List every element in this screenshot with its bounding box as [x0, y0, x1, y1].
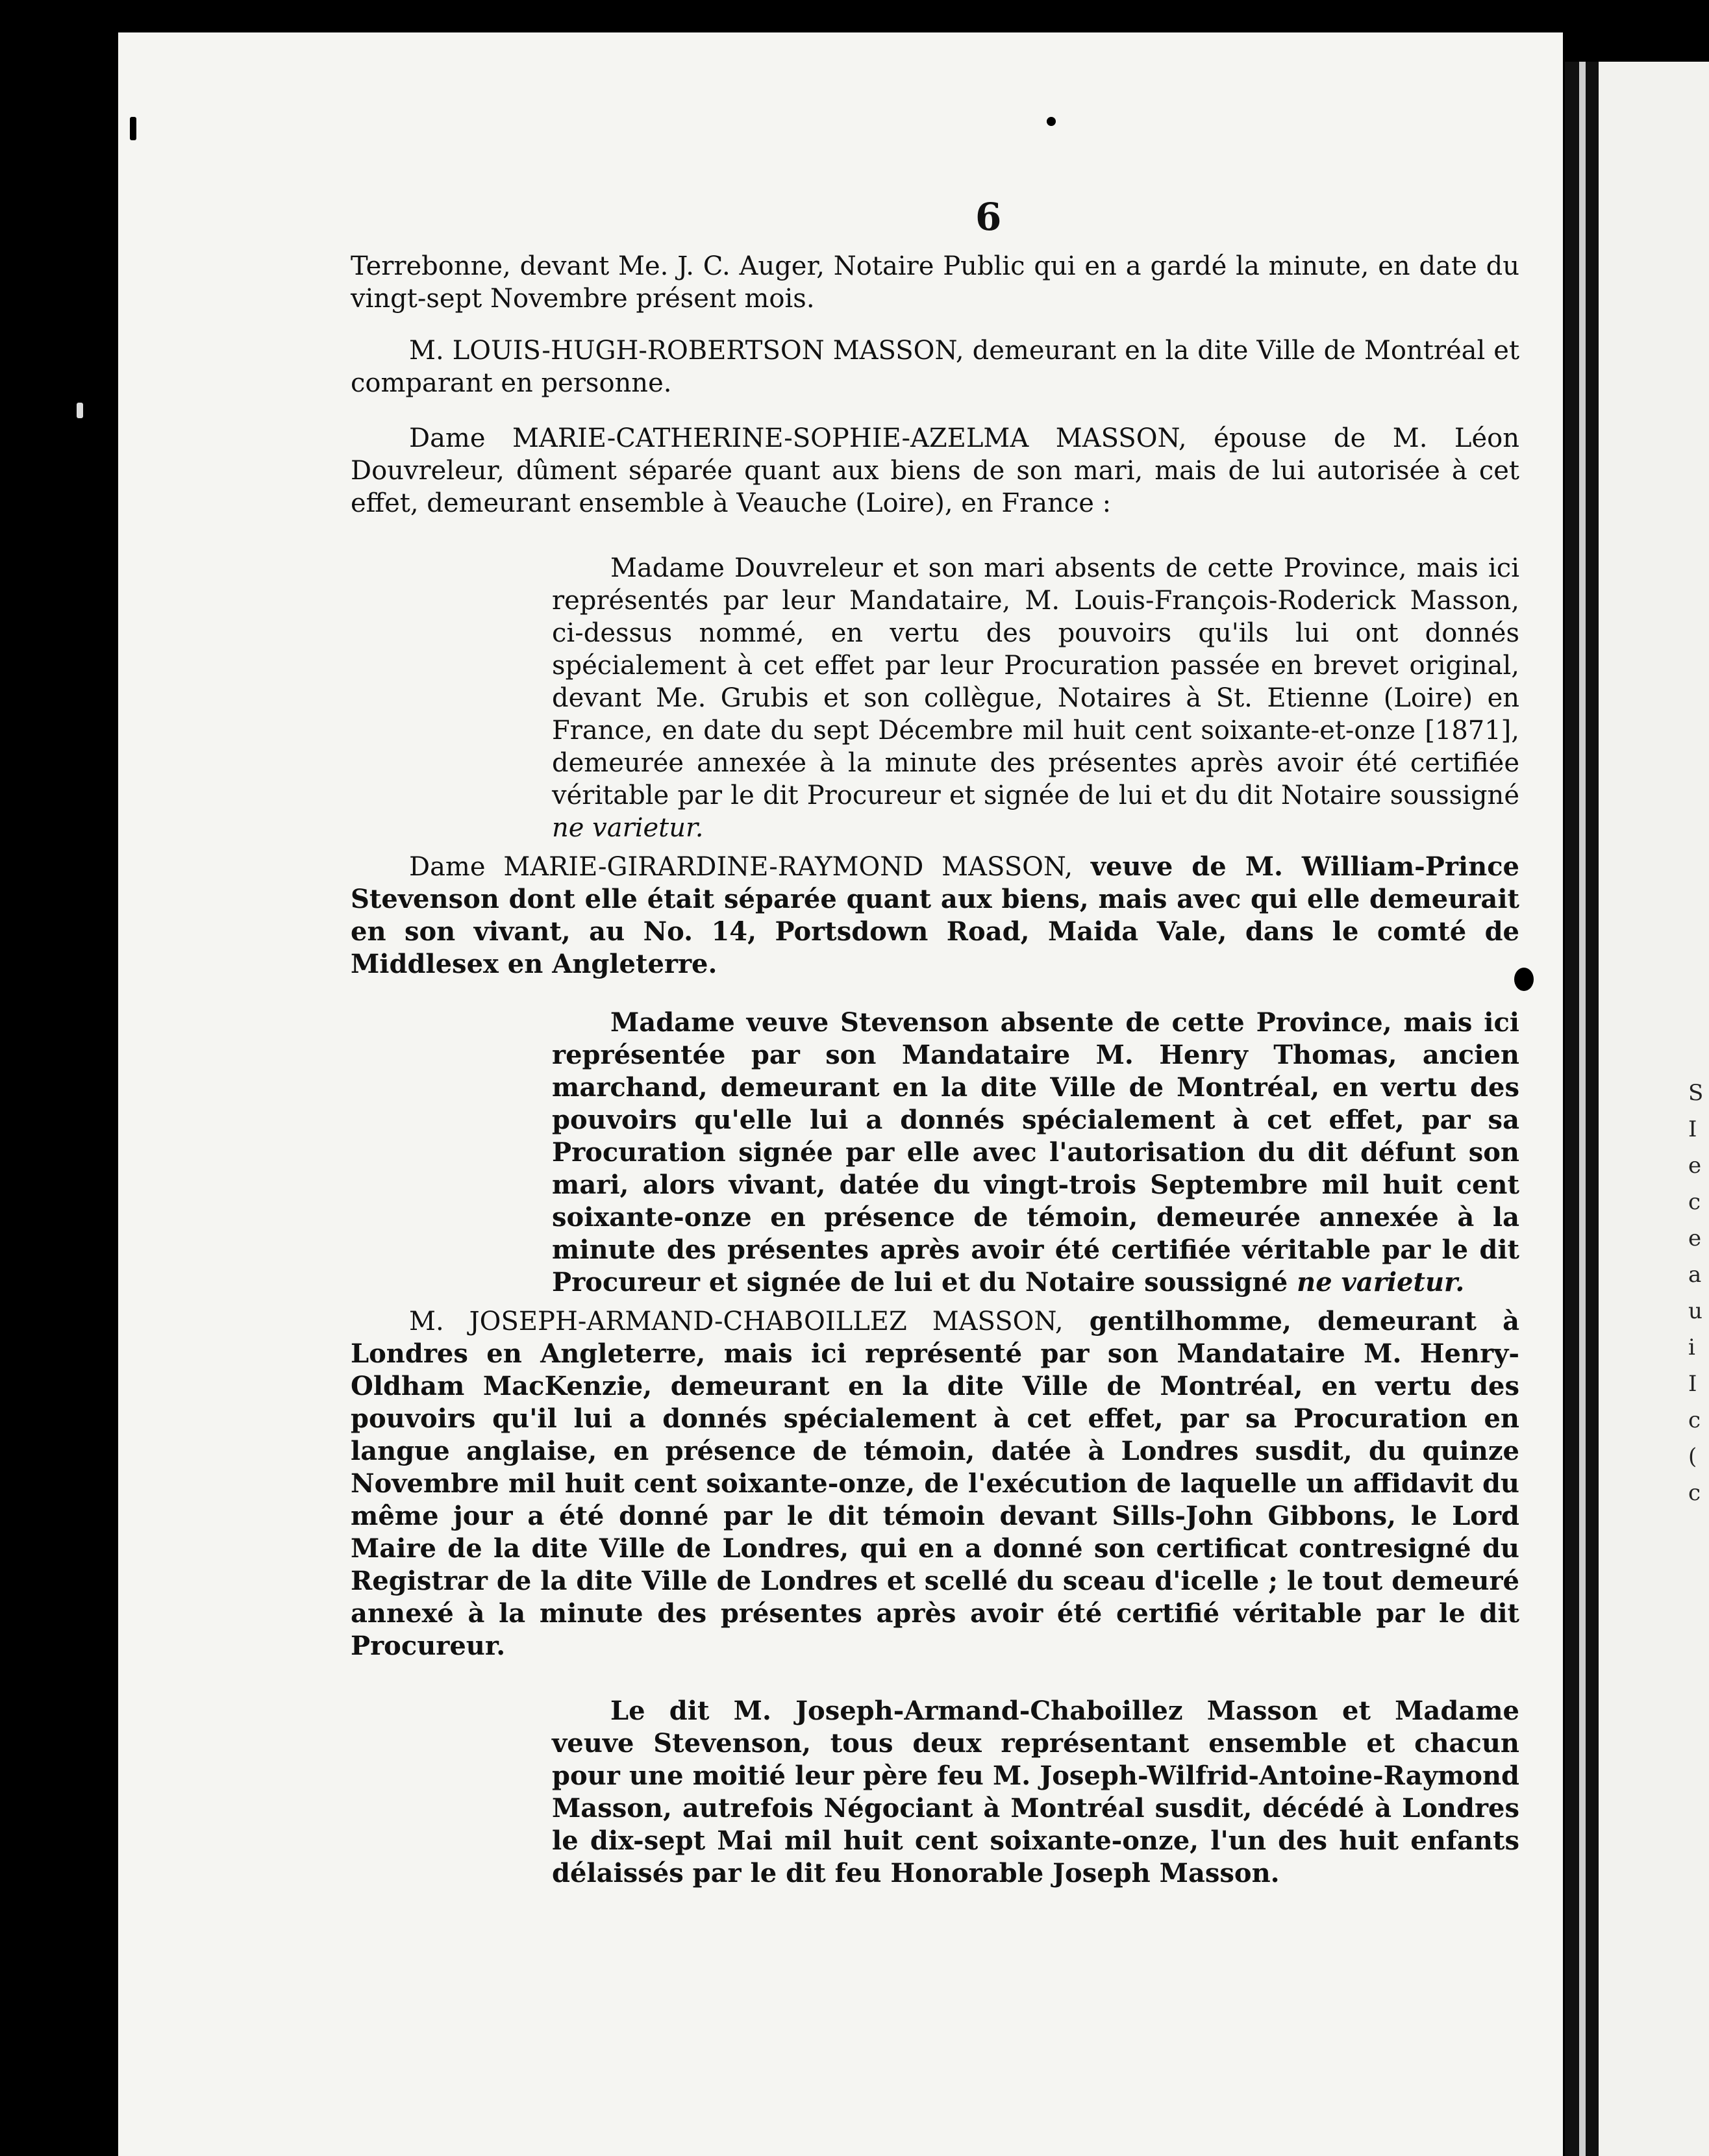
- ne-varietur: ne varietur.: [552, 813, 704, 843]
- paragraph-text: Le dit M. Joseph-Armand-Chaboillez Masson et Madame veuve Stevenson, tous deux représentant ensemble et chacun pour une moitié leur père feu M. Joseph-Wilfrid-Antoine-Raymond Masson, autrefois Négociant à Montréal susdit, décédé à Londres le dix-sept Mai mil huit cent soixante-onze, l'un des huit enfants délaissés par le dit feu Honorable Joseph Masson.: [552, 1696, 1519, 1888]
- party-name: MARIE-GIRARDINE-RAYMOND MASSON,: [503, 852, 1073, 882]
- paragraph-stevenson-representation: [552, 1007, 1519, 1299]
- paragraph-joseph-armand: [351, 1305, 1519, 1662]
- paragraph-text: demeurant en la dite Ville de Montréal et comparant en personne.: [351, 336, 1520, 398]
- party-name: M. LOUIS-HUGH-ROBERTSON MASSON,: [409, 336, 964, 366]
- ink-dot: [1514, 968, 1534, 991]
- margin-mark: [130, 117, 136, 140]
- paragraph-text: veuve de M. William-Prince Stevenson dont elle était séparée quant aux biens, mais avec qui elle demeurait en son vivant, au No. 14, Portsdown Road, Maida Vale, dans le comté de Middlesex en Angleterre.: [351, 851, 1520, 979]
- paragraph-text: épouse de M. Léon Douvreleur, dûment séparée quant aux biens de son mari, mais de lui autorisée à cet effet, demeurant ensemble à Veauche (Loire), en France :: [351, 423, 1520, 518]
- paragraph-heirs: [552, 1695, 1519, 1890]
- adjacent-page-text: S I e c e a u i I c ( c: [1688, 1080, 1704, 1506]
- paragraph-louis-hugh: [351, 334, 1519, 399]
- paragraph-marie-catherine: [351, 422, 1519, 520]
- page-fold: [1565, 62, 1599, 2156]
- ne-varietur: ne varietur.: [1297, 1267, 1465, 1297]
- paragraph-marie-girardine: [351, 851, 1519, 981]
- party-lead: Dame: [409, 852, 486, 882]
- document-page: [118, 32, 1563, 2156]
- party-name: M. JOSEPH-ARMAND-CHABOILLEZ MASSON,: [409, 1307, 1064, 1336]
- paragraph-text: gentilhomme, demeurant à Londres en Angleterre, mais ici représenté par son Mandataire M. Henry-Oldham MacKenzie, demeurant en la dite Ville de Montréal, en vertu des pouvoirs qu'il lui a donnés spécialement à cet effet, par sa Procuration en langue anglaise, en présence de témoin, datée à Londres susdit, du quinze Novembre mil huit cent soixante-onze, de l'exécution de laquelle un affidavit du même jour a été donné par le dit témoin devant Sills-John Gibbons, le Lord Maire de la dite Ville de Londres, qui en a donné son certificat contresigné du Registrar de la dite Ville de Londres et scellé du sceau d'icelle ; le tout demeuré annexé à la minute des présentes après avoir été certifié véritable par le dit Procureur.: [351, 1306, 1519, 1661]
- paragraph-text: Terrebonne, devant Me. J. C. Auger, Notaire Public qui en a gardé la minute, en date du vingt-sept Novembre présent mois.: [351, 251, 1519, 314]
- ink-dot: [1047, 117, 1056, 126]
- margin-mark: [77, 403, 83, 418]
- party-name: MARIE-CATHERINE-SOPHIE-AZELMA MASSON,: [512, 423, 1187, 453]
- paragraph-text: Madame veuve Stevenson absente de cette Province, mais ici représentée par son Mandataire M. Henry Thomas, ancien marchand, demeurant en la dite Ville de Montréal, en vertu des pouvoirs qu'elle lui a donnés spécialement à cet effet, par sa Procuration signée par elle avec l'autorisation du dit défunt son mari, alors vivant, datée du vingt-trois Septembre mil huit cent soixante-onze en présence de témoin, demeurée annexée à la minute des présentes après avoir été certifiée véritable par le dit Procureur et signée de lui et du Notaire soussigné: [552, 1007, 1519, 1297]
- paragraph-text: Madame Douvreleur et son mari absents de cette Province, mais ici représentés par leur Mandataire, M. Louis-François-Roderick Masson, ci-dessus nommé, en vertu des pouvoirs qu'ils lui ont donnés spécialement à cet effet par leur Procuration passée en brevet original, devant Me. Grubis et son collègue, Notaires à St. Etienne (Loire) en France, en date du sept Décembre mil huit cent soixante-et-onze [1871], demeurée annexée à la minute des présentes après avoir été certifiée véritable par le dit Procureur et signée de lui et du dit Notaire soussigné: [552, 553, 1519, 810]
- adjacent-page-strip: [1565, 62, 1709, 2156]
- party-lead: Dame: [409, 423, 486, 453]
- paragraph-continuation: [351, 250, 1519, 315]
- paragraph-douvreleur-representation: [552, 552, 1519, 844]
- page-number: 6: [975, 195, 1002, 239]
